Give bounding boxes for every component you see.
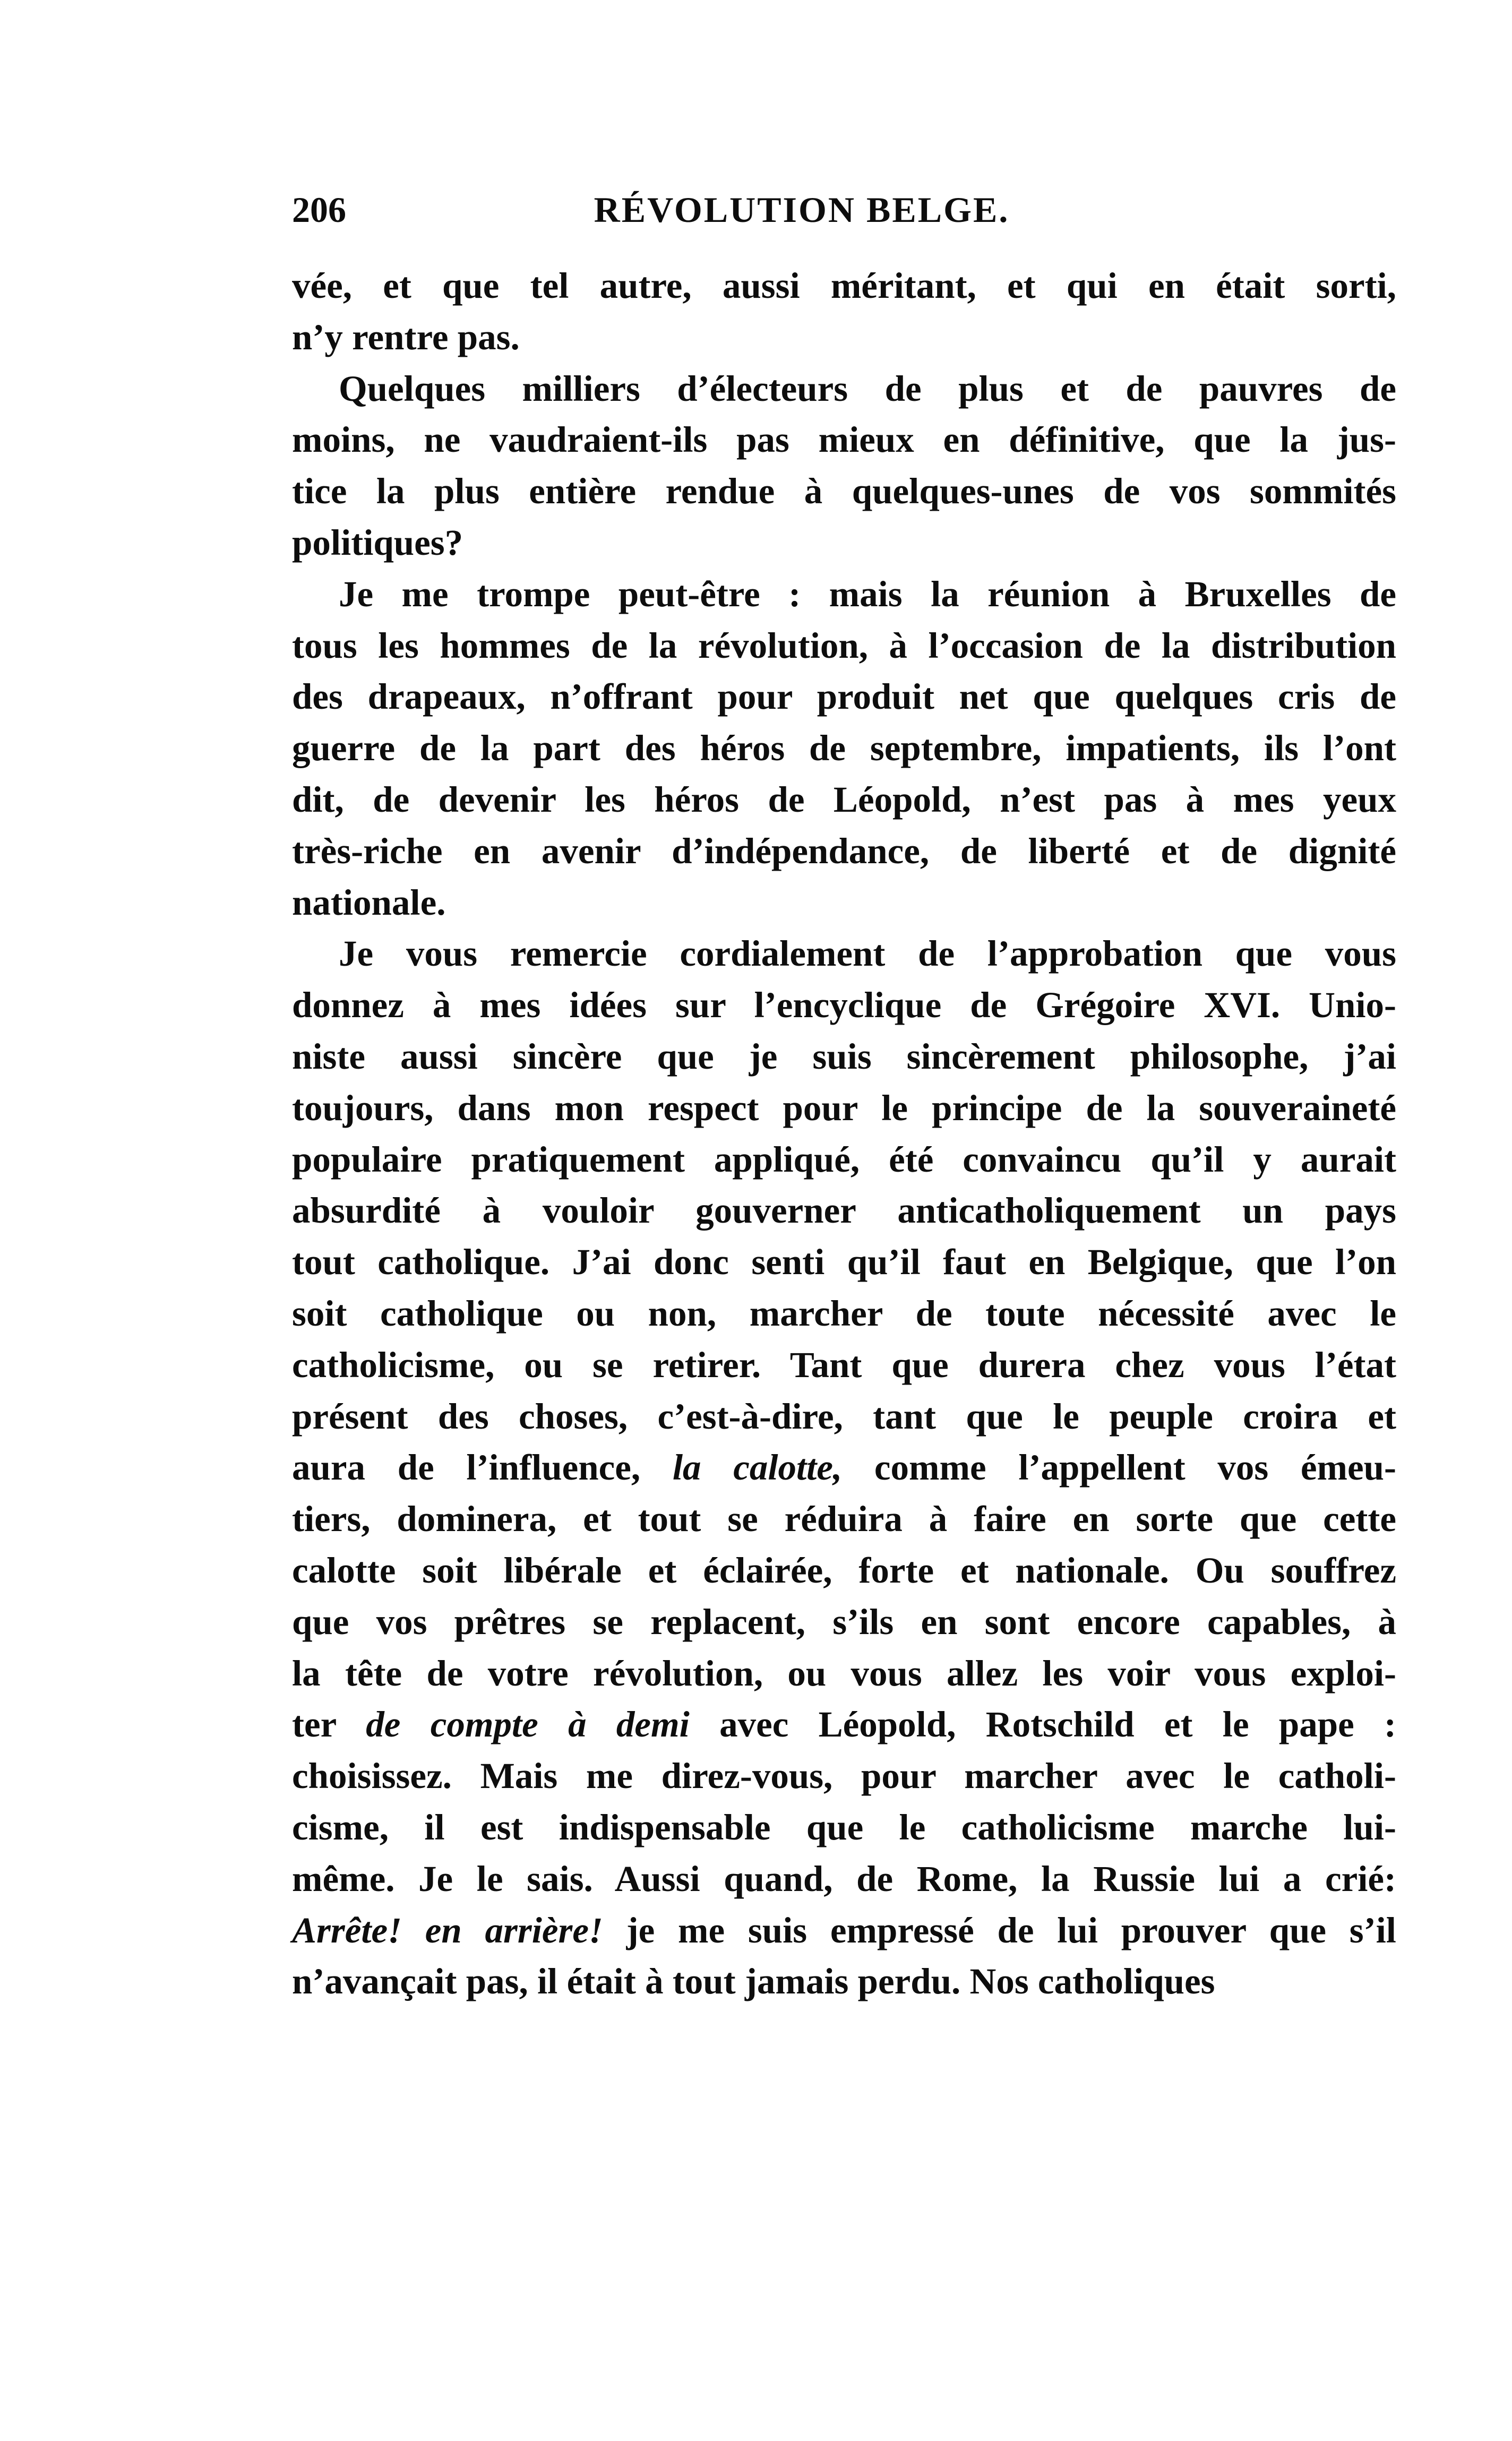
text-line (292, 1082, 1396, 1134)
text-segment: toujours, dans mon respect pour le principe de la souveraineté (292, 1087, 1396, 1128)
text-line (292, 1596, 1396, 1648)
text-line (292, 517, 1396, 569)
text-segment: choisissez. Mais me direz-vous, pour marcher avec le catholi- (292, 1756, 1396, 1797)
page-number: 206 (292, 190, 346, 230)
text-line (292, 723, 1396, 774)
text-line (292, 1339, 1396, 1391)
text-line (292, 826, 1396, 877)
text-line (292, 774, 1396, 826)
text-line (292, 877, 1396, 929)
text-segment: guerre de la part des héros de septembre, impatients, ils l’ont (292, 728, 1396, 769)
text-segment: tout catholique. J’ai donc senti qu’il faut en Belgique, que l’on (292, 1242, 1396, 1283)
text-segment: vée, et que tel autre, aussi méritant, et qui en était sorti, (292, 265, 1396, 306)
text-segment: nationale. (292, 882, 446, 923)
text-line (292, 466, 1396, 517)
text-segment: Je vous remercie cordialement de l’approbation que vous (339, 933, 1396, 974)
text-segment: très-riche en avenir d’indépendance, de liberté et de dignité (292, 830, 1396, 871)
text-segment: dit, de devenir les héros de Léopold, n’est pas à mes yeux (292, 779, 1396, 820)
text-segment: calotte soit libérale et éclairée, forte et nationale. Ou souffrez (292, 1550, 1396, 1591)
text-segment: moins, ne vaudraient-ils pas mieux en définitive, que la jus- (292, 419, 1396, 460)
text-line (292, 414, 1396, 466)
text-line (292, 1750, 1396, 1802)
text-line (292, 1956, 1396, 2007)
text-line (292, 1185, 1396, 1236)
text-segment: tice la plus entière rendue à quelques-unes de vos sommités (292, 471, 1396, 512)
text-segment: comme l’appellent vos émeu- (842, 1447, 1397, 1488)
running-head (292, 183, 1396, 236)
text-segment: Je me trompe peut-être : mais la réunion à Bruxelles de (339, 573, 1396, 614)
italic-text: la calotte, (672, 1447, 843, 1488)
text-segment: même. Je le sais. Aussi quand, de Rome, la Russie lui a crié: (292, 1858, 1396, 1899)
text-line (292, 1905, 1396, 1956)
text-segment: avec Léopold, Rotschild et le pape : (689, 1704, 1397, 1745)
text-segment: n’y rentre pas. (292, 316, 520, 357)
text-line (292, 928, 1396, 979)
text-line (292, 1391, 1396, 1442)
text-line (292, 1802, 1396, 1853)
text-line (292, 260, 1396, 312)
italic-text: de compte à demi (366, 1704, 690, 1745)
text-line (292, 671, 1396, 723)
text-segment: donnez à mes idées sur l’encyclique de Grégoire XVI. Unio- (292, 985, 1396, 1026)
text-segment: tous les hommes de la révolution, à l’occasion de la distribution (292, 625, 1396, 666)
text-line (292, 1442, 1396, 1493)
text-segment: Quelques milliers d’électeurs de plus et de pauvres de (339, 368, 1396, 409)
text-line (292, 1493, 1396, 1545)
text-segment: tiers, dominera, et tout se réduira à faire en sorte que cette (292, 1499, 1396, 1540)
text-segment: n’avançait pas, il était à tout jamais perdu. Nos catholiques (292, 1961, 1215, 2002)
italic-text: Arrête! en arrière! (292, 1910, 603, 1950)
text-line (292, 363, 1396, 415)
text-line (292, 1853, 1396, 1905)
running-title: RÉVOLUTION BELGE. (594, 190, 1010, 230)
text-segment: ter (292, 1704, 366, 1745)
text-segment: je me suis empressé de lui prouver que s’il (603, 1910, 1396, 1950)
text-line (292, 620, 1396, 672)
text-segment: présent des choses, c’est-à-dire, tant que le peuple croira et (292, 1396, 1396, 1437)
text-line (292, 1699, 1396, 1750)
text-segment: aura de l’influence, (292, 1447, 673, 1488)
text-segment: populaire pratiquement appliqué, été convaincu qu’il y aurait (292, 1139, 1396, 1180)
text-line (292, 1288, 1396, 1339)
text-segment: la tête de votre révolution, ou vous allez les voir vous exploi- (292, 1653, 1396, 1694)
text-line (292, 569, 1396, 620)
text-line (292, 312, 1396, 363)
text-line (292, 1648, 1396, 1699)
body-text (292, 260, 1396, 2007)
text-line (292, 1134, 1396, 1185)
text-segment: absurdité à vouloir gouverner anticatholiquement un pays (292, 1190, 1396, 1231)
text-segment: soit catholique ou non, marcher de toute nécessité avec le (292, 1293, 1396, 1334)
text-segment: niste aussi sincère que je suis sincèrement philosophe, j’ai (292, 1036, 1396, 1077)
text-segment: cisme, il est indispensable que le catholicisme marche lui- (292, 1807, 1396, 1847)
text-line (292, 1031, 1396, 1082)
text-segment: que vos prêtres se replacent, s’ils en sont encore capables, à (292, 1601, 1396, 1642)
text-line (292, 1236, 1396, 1288)
text-segment: politiques? (292, 522, 463, 563)
text-line (292, 1545, 1396, 1596)
text-line (292, 979, 1396, 1031)
text-segment: des drapeaux, n’offrant pour produit net que quelques cris de (292, 676, 1396, 717)
text-segment: catholicisme, ou se retirer. Tant que durera chez vous l’état (292, 1344, 1396, 1385)
